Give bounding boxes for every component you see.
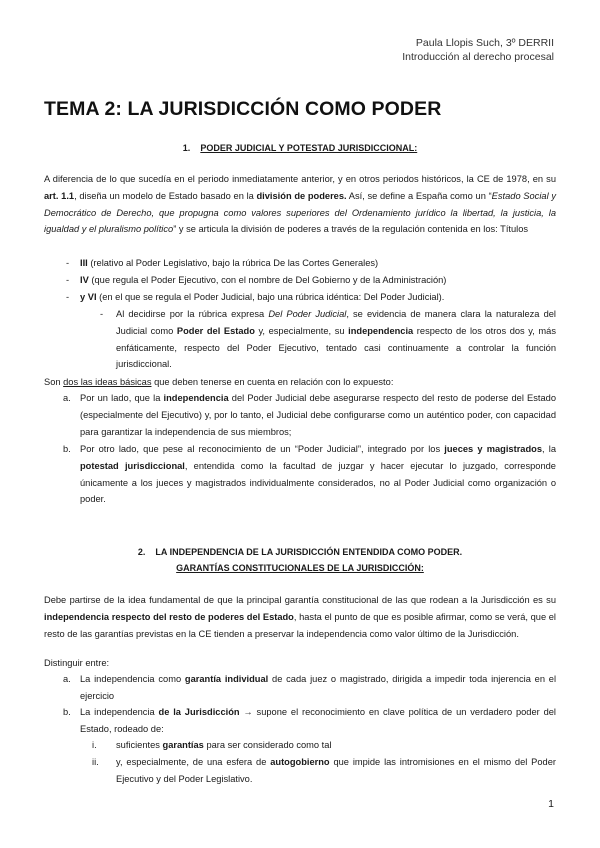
list-marker: a. <box>63 393 71 403</box>
page-header <box>402 36 554 64</box>
list-marker: - <box>100 309 104 319</box>
text-run: → supone el reconocimiento en clave política de un verdadero poder del Estado, rodeado de: <box>80 707 556 734</box>
text-run: para ser considerado como tal <box>203 740 332 750</box>
titulos-list <box>44 255 556 305</box>
paragraph-ideas <box>44 374 556 391</box>
text-run: Por un lado, que la <box>80 393 164 403</box>
text-run: , diseña un modelo de Estado basado en la <box>74 190 257 201</box>
paragraph-intro <box>44 171 556 238</box>
header-author: Paula Llopis Such, 3º DERRII <box>415 37 554 49</box>
section-1-heading <box>0 140 600 156</box>
sub-bullet <box>100 306 556 373</box>
text-run: (relativo al Poder Legislativo, bajo la rúbrica De las Cortes Generales) <box>87 258 379 268</box>
roman-item-i <box>92 737 556 754</box>
list-item-jurisdiccion <box>63 704 556 738</box>
page-number: 1 <box>548 798 554 810</box>
text-run: , se evidencia de manera clara la naturaleza del Judicial como <box>116 309 556 336</box>
list-marker: - <box>66 274 70 285</box>
text-run: de cada juez o magistrado, dirigida a impedir toda injerencia en el ejercicio <box>80 674 557 701</box>
list-marker: - <box>66 258 70 268</box>
text-run: y, especialmente, de una esfera de <box>116 757 271 767</box>
text-run-bold: independencia <box>348 325 414 336</box>
text-run: , entendida como la facultad de juzgar y hacer ejecutar lo juzgado, corresponde únicamente a los jueces y magistrados individualmente considerados, no al Poder Judicial como organización o poder. <box>80 460 556 505</box>
document-title: TEMA 2: LA JURISDICCIÓN COMO PODER <box>44 98 442 120</box>
text-run-underlined: dos las ideas básicas <box>63 377 152 387</box>
distinguir-label: Distinguir entre: <box>44 658 110 668</box>
list-item <box>44 289 556 306</box>
list-item-b <box>63 441 557 508</box>
text-run-bold: potestad jurisdiccional <box>80 460 185 471</box>
list-item-garantia <box>63 671 557 705</box>
text-run: Al decidirse por la rúbrica expresa <box>116 309 269 319</box>
text-run: Así, se define a España como un “ <box>346 190 492 201</box>
list-marker: - <box>66 291 70 302</box>
text-run-bold: IV <box>80 274 89 285</box>
list-item <box>44 255 556 272</box>
section-1-number: 1. <box>182 143 191 153</box>
section-2-line-1 <box>0 544 600 560</box>
section-2-subtitle: GARANTÍAS CONSTITUCIONALES DE LA JURISDICCIÓN: <box>176 563 424 573</box>
text-run-bold: independencia <box>163 393 229 403</box>
header-subject: Introducción al derecho procesal <box>402 51 554 63</box>
section-2-number: 2. <box>137 547 146 557</box>
list-item-a <box>63 390 556 440</box>
section-1-title: PODER JUDICIAL Y POTESTAD JURISDICCIONAL: <box>200 143 418 153</box>
text-run: Debe partirse de la idea fundamental de que la principal garantía constitucional de las que rodean a la Jurisdicción es su <box>44 595 556 605</box>
text-run: que impide las intromisiones en el mismo del Poder Ejecutivo y del Poder Legislativo. <box>116 757 556 784</box>
section-2-title: LA INDEPENDENCIA DE LA JURISDICCIÓN ENTENDIDA COMO PODER. <box>155 547 463 557</box>
text-run-bold: de la Jurisdicción <box>158 707 240 717</box>
text-run: , la <box>542 444 557 454</box>
text-run: La independencia como <box>80 674 185 684</box>
text-run: (en el que se regula el Poder Judicial, bajo una rúbrica idéntica: Del Poder Judicial). <box>96 291 445 302</box>
text-run-italic: Estado Social y Democrático de Derecho, que propugna como valores superiores del Ordenamiento jurídico la libertad, la justicia, la igualdad y el pluralismo político <box>44 190 556 235</box>
text-run: que deben tenerse en cuenta en relación con lo expuesto: <box>151 377 394 387</box>
text-run-bold: art. 1.1 <box>44 190 75 201</box>
text-run-bold: jueces y magistrados <box>444 444 543 454</box>
roman-item-ii <box>92 754 556 788</box>
text-run: respecto de los otros dos y, más enfáticamente, respecto del Poder Ejecutivo, tentado casi continuamente a controlar la función jurisdiccional. <box>116 325 556 370</box>
text-run: A diferencia de lo que sucedía en el periodo inmediatamente anterior, y en otros periodos históricos, la CE de 1978, en su <box>44 174 556 184</box>
text-run-bold: garantía individual <box>184 674 269 684</box>
text-run: Son <box>44 377 64 387</box>
text-run-bold: Poder del Estado <box>176 325 255 336</box>
paragraph-independence <box>44 592 556 642</box>
list-item <box>44 272 556 289</box>
text-run: ” y se articula la división de poderes a través de la regulación contenida en los: Títulos <box>173 224 529 235</box>
text-run: Por otro lado, que pese al reconocimiento de un “Poder Judicial”, integrado por los <box>80 444 445 454</box>
text-run-bold: autogobierno <box>270 757 330 767</box>
text-run-bold: y VI <box>80 291 97 302</box>
section-2-heading <box>0 544 600 576</box>
list-marker: b. <box>63 707 71 717</box>
list-marker: a. <box>63 674 71 684</box>
text-run-bold: III <box>80 258 88 268</box>
list-marker: ii. <box>92 757 99 767</box>
text-run-bold: división de poderes. <box>256 190 347 201</box>
list-marker: i. <box>92 740 97 750</box>
text-run-bold: garantías <box>162 740 204 750</box>
text-run: y, especialmente, su <box>254 325 349 336</box>
text-run: , hasta el punto de que es posible afirmar, como se verá, que el resto de las garantías previstas en la CE tienden a preservar la independencia como valor último de la Jurisdicción. <box>44 611 556 639</box>
text-run: del Poder Judicial debe asegurarse respecto del resto de poderse del Estado (especialmente del Ejecutivo) y, por lo tanto, el Judicial debe configurarse como un auténtico poder, con capacidad para garantizar la independencia de sus miembros; <box>80 393 556 437</box>
list-marker: b. <box>63 444 71 454</box>
text-run: La independencia <box>80 707 159 717</box>
text-run: suficientes <box>116 740 163 750</box>
text-run-italic: Del Poder Judicial <box>268 309 347 319</box>
text-run: (que regula el Poder Ejecutivo, con el nombre de Del Gobierno y de la Administración) <box>88 274 447 285</box>
text-run-bold: independencia respecto del resto de poderes del Estado <box>44 611 294 622</box>
